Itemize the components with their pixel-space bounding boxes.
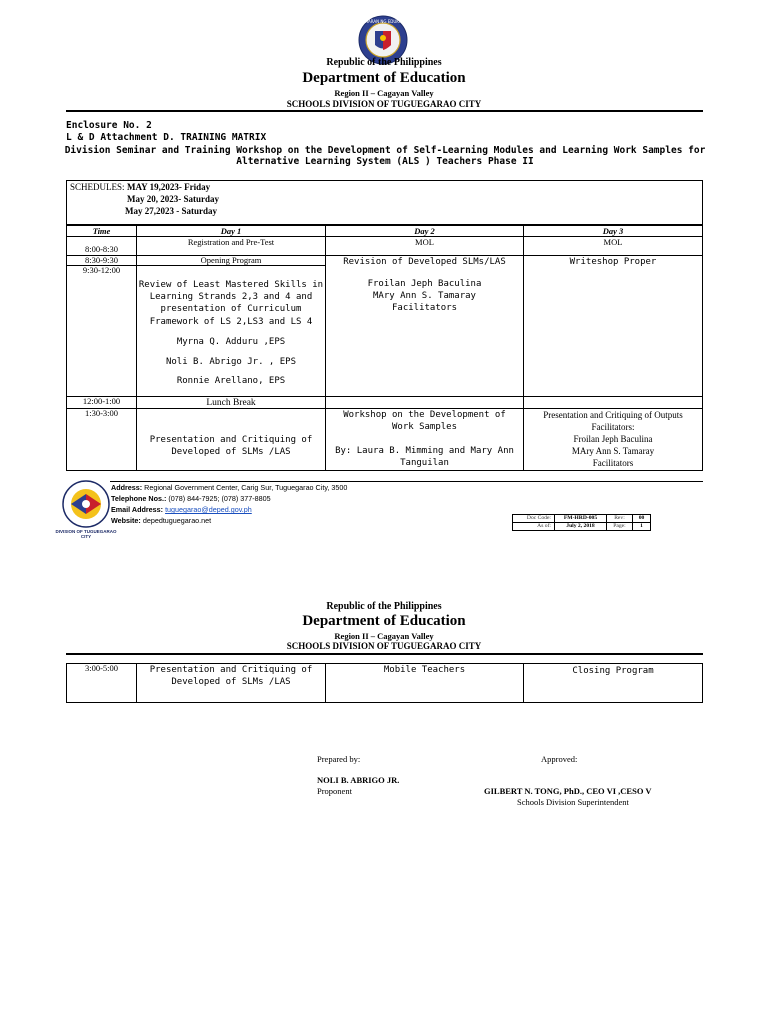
approved-name: GILBERT N. TONG, PhD., CEO VI ,CESO V — [484, 786, 652, 796]
day1-pm-line1: Presentation and Critiquing of — [149, 435, 313, 445]
review-line1: Review of Least Mastered Skills in — [138, 280, 324, 290]
seminar-title-line2: Alternative Learning System (ALS ) Teachers Phase II — [236, 156, 534, 167]
day2-pm-line3: By: Laura B. Mimming and Mary Ann — [335, 446, 514, 456]
time-1330: 1:30-3:00 — [84, 408, 119, 418]
closing-program: Closing Program — [572, 666, 654, 676]
division-seal-text: DIVISION OF TUGUEGARAO CITY — [55, 529, 117, 539]
speaker-adduru: Myrna Q. Adduru ,EPS — [176, 337, 286, 347]
day2-facilitator1: Froilan Jeph Baculina — [367, 279, 482, 289]
day2-pm-line4: Tanguilan — [400, 458, 449, 468]
footer-website — [111, 516, 211, 526]
as-of-label: As of: — [513, 523, 555, 531]
department-heading: Department of Education — [302, 70, 466, 86]
page2-department-heading: Department of Education — [302, 613, 466, 629]
division-heading: SCHOOLS DIVISION OF TUGUEGARAO CITY — [286, 99, 482, 109]
prepared-by-label: Prepared by: — [317, 754, 361, 764]
document-control-table — [512, 514, 651, 531]
day3-pm-line3: Froilan Jeph Baculina — [573, 434, 653, 444]
time-1200: 12:00-1:00 — [82, 396, 121, 406]
day1-pm-line2: Developed of SLMs /LAS — [171, 447, 291, 457]
page2-day1-line2: Developed of SLMs /LAS — [171, 677, 291, 687]
header-day1: Day 1 — [220, 226, 242, 236]
email-label: Email Address: — [111, 505, 164, 514]
header-day2: Day 2 — [414, 226, 435, 236]
day2-facilitator2: MAry Ann S. Tamaray — [373, 291, 476, 301]
doc-code-value: FM-HRD-005 — [555, 515, 607, 523]
day3-pm-line5: Facilitators — [592, 458, 634, 468]
schedule-date-3: May 27,2023 - Saturday — [125, 206, 217, 216]
footer-email — [111, 505, 252, 515]
attachment-label: L & D Attachment D. TRAINING MATRIX — [66, 132, 267, 143]
page2-header-rule — [66, 653, 703, 655]
email-link[interactable]: tuguegarao@deped.gov.ph — [165, 505, 252, 514]
time-0800: 8:00-8:30 — [84, 244, 119, 254]
review-line4: Framework of LS 2,LS3 and LS 4 — [149, 317, 313, 327]
lunch-break: Lunch Break — [206, 398, 256, 408]
time-0930: 9:30-12:00 — [82, 265, 121, 275]
seminar-title-line1: Division Seminar and Training Workshop on the Development of Self-Learning Modules and Learning Work Samples for — [64, 145, 706, 156]
schedules-label: SCHEDULES: — [70, 182, 125, 192]
doc-code-label: Doc Code: — [513, 515, 555, 523]
footer-address — [111, 483, 347, 493]
website-value: depedtuguegarao.net — [142, 516, 212, 525]
page2-day1-line1: Presentation and Critiquing of — [149, 665, 313, 675]
as-of-value: July 2, 2018 — [555, 523, 607, 531]
page-label: Page: — [607, 523, 633, 531]
website-label: Website: — [111, 516, 141, 525]
svg-text:KAGAWARAN NG EDUKASYON: KAGAWARAN NG EDUKASYON — [353, 19, 413, 24]
address-value: Regional Government Center, Carig Sur, Tuguegarao City, 3500 — [144, 483, 348, 492]
writeshop-text: Writeshop Proper — [569, 257, 657, 267]
day3-pm-line1: Presentation and Critiquing of Outputs — [543, 410, 683, 420]
division-seal-logo — [62, 480, 110, 528]
registration-text: Registration and Pre-Test — [187, 237, 275, 247]
speaker-arellano: Ronnie Arellano, EPS — [176, 376, 286, 386]
revision-text: Revision of Developed SLMs/LAS — [343, 257, 506, 267]
day3-mol: MOL — [603, 237, 623, 247]
mobile-teachers: Mobile Teachers — [383, 665, 466, 675]
review-line3: presentation of Curriculum — [160, 304, 302, 314]
approved-role: Schools Division Superintendent — [517, 797, 629, 807]
rev-value: 00 — [633, 515, 651, 523]
speaker-abrigo: Noli B. Abrigo Jr. , EPS — [165, 357, 297, 367]
review-line2: Learning Strands 2,3 and 4 and — [149, 292, 313, 302]
day2-cell-2 — [325, 255, 524, 397]
page2-region-heading: Region II – Cagayan Valley — [334, 631, 434, 641]
page2-republic-heading: Republic of the Philippines — [326, 601, 442, 612]
day2-mol: MOL — [415, 237, 434, 247]
header-rule — [66, 110, 703, 112]
page-value: 1 — [633, 523, 651, 531]
time-0830: 8:30-9:30 — [84, 255, 119, 265]
header-time: Time — [92, 226, 111, 236]
time-cell-3 — [66, 265, 137, 397]
prepared-by-role: Proponent — [317, 786, 352, 796]
header-day3: Day 3 — [602, 226, 624, 236]
footer-phone — [111, 494, 271, 504]
approved-label: Approved: — [541, 754, 578, 764]
region-heading: Region II – Cagayan Valley — [334, 88, 434, 98]
schedule-date-2: May 20, 2023- Saturday — [127, 194, 219, 204]
page2-division-heading: SCHOOLS DIVISION OF TUGUEGARAO CITY — [286, 641, 482, 651]
day3-pm-line2: Facilitators: — [591, 422, 635, 432]
day3-pm-line4: MAry Ann S. Tamaray — [571, 446, 655, 456]
rev-label: Rev: — [607, 515, 633, 523]
day2-pm-line2: Work Samples — [391, 422, 458, 432]
day2-pm-line1: Workshop on the Development of — [343, 410, 506, 420]
schedule-date-1: MAY 19,2023- Friday — [127, 182, 211, 192]
day2-facilitators-label: Facilitators — [391, 303, 458, 313]
day3-cell-2 — [523, 255, 703, 397]
phone-label: Telephone Nos.: — [111, 494, 167, 503]
enclosure-number: Enclosure No. 2 — [66, 120, 152, 131]
prepared-by-name: NOLI B. ABRIGO JR. — [317, 775, 400, 785]
republic-heading: Republic of the Philippines — [326, 57, 442, 68]
opening-program: Opening Program — [200, 255, 262, 265]
address-label: Address: — [111, 483, 143, 492]
phone-value: (078) 844-7925; (078) 377-8805 — [168, 494, 271, 503]
time-1500: 3:00-5:00 — [84, 663, 119, 673]
footer-rule — [110, 481, 703, 482]
